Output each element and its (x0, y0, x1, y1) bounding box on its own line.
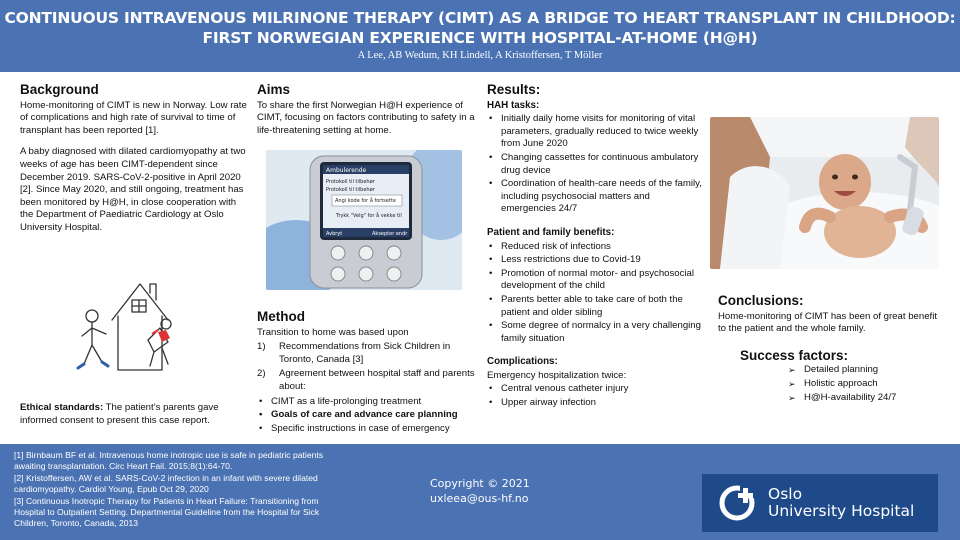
conclusions-heading: Conclusions: (718, 293, 804, 308)
method-item-2: 2) Agreement between hospital staff and parents about: (257, 368, 477, 393)
benefit-item: • Promotion of normal motor- and psychosocial development of the child (487, 268, 705, 293)
method-numbered-list (257, 341, 477, 393)
background-paragraph-1: Home-monitoring of CIMT is new in Norway. Low rate of complications and high rate of survival to time of transplant has been reported [1]. (20, 99, 247, 136)
device-menu-3: Angi kode for å fortsette (335, 198, 396, 204)
conclusions-section (718, 295, 944, 405)
method-heading: Method (257, 309, 305, 324)
reference-item: [2] Kristoffersen, AW et al. SARS-CoV-2 infection in an infant with severe dilated cardiomyopathy. Cardiol Young, Epub Oct 29, 2020 (14, 472, 318, 495)
header-banner (0, 0, 960, 72)
success-factor-item: ➢ Holistic approach (788, 378, 944, 391)
background-paragraph-2: A baby diagnosed with dilated cardiomyopathy at two weeks of age has been CIMT-dependent since December 2019. SARS-CoV-2-positive in April 2020 [2]. Since May 2020, and still ongoing, treatment has been monitored by H@H, in close cooperation with the Department of Paediatric Cardiology at Oslo University Hospital. (20, 146, 246, 233)
complications-list (487, 383, 705, 409)
success-factor-item: ➢ Detailed planning (788, 364, 944, 377)
results-heading: Results: (487, 82, 541, 97)
poster-title (0, 0, 960, 48)
logo-line-2: University Hospital (768, 502, 915, 520)
hospital-cross-icon (716, 482, 758, 524)
reference-item: [3] Continuous Inotropic Therapy for Patients in Heart Failure: Transitioning from Hospital to Outpatient Setting. Departmental Guideline from the Hospital for Sick Children, Toronto, Canada, 2013 (14, 495, 320, 529)
ethics-label: Ethical standards: (20, 402, 104, 413)
logo-text (768, 486, 914, 520)
hah-task-item: • Initially daily home visits for monitoring of vital parameters, gradually reduced to twice weekly from June 2020 (487, 113, 705, 151)
logo-line-1: Oslo (768, 485, 803, 503)
device-menu-2: Protokoll til tilbehør (326, 187, 375, 193)
benefits-heading: Patient and family benefits: (487, 226, 615, 238)
reference-item: [1] Birnbaum BF et al. Intravenous home inotropic use is safe in pediatric patients awaiting transplantation. Circ Heart Fail. 2015;8(1):64-70. (14, 450, 324, 472)
family-house-illustration (62, 270, 192, 386)
method-intro: Transition to home was based upon (257, 326, 409, 338)
device-menu-4: Trykk "Velg" for å vekke til (336, 213, 402, 219)
complications-heading: Complications: (487, 356, 558, 368)
complications-intro: Emergency hospitalization twice: (487, 369, 627, 381)
device-menu-1: Protokoll til tilbehør (326, 179, 375, 185)
method-bullet: • CIMT as a life-prolonging treatment (257, 396, 477, 409)
success-factors-list (788, 364, 944, 404)
aims-heading: Aims (257, 82, 291, 97)
success-factors-heading: Success factors: (740, 347, 849, 363)
oslo-university-hospital-logo (702, 474, 938, 532)
aims-text: To share the first Norwegian H@H experience of CIMT, focusing on factors contributing to safety in a life-threatening setting at home. (257, 99, 475, 136)
baby-photo (710, 117, 939, 269)
method-section (257, 311, 477, 436)
method-bullet: • Specific instructions in case of emergency (257, 423, 477, 436)
benefit-item: • Less restrictions due to Covid-19 (487, 254, 705, 267)
complication-item: • Upper airway infection (487, 397, 705, 410)
title-line-2: FIRST NORWEGIAN EXPERIENCE WITH HOSPITAL-AT-HOME (H@H) (202, 29, 758, 47)
footer-banner (0, 444, 960, 540)
authors: A Lee, AB Wedum, KH Lindell, A Kristoffersen, T Möller (357, 50, 603, 61)
device-accept-label: Aksepter endr (372, 231, 408, 237)
benefit-item: • Some degree of normalcy in a very challenging family situation (487, 320, 705, 345)
device-menu-title: Ambulerende (326, 167, 367, 174)
benefits-list (487, 241, 705, 346)
contact-block (430, 476, 530, 506)
method-bullet-list (257, 396, 477, 436)
benefit-item: • Reduced risk of infections (487, 241, 705, 254)
background-heading: Background (20, 82, 99, 97)
results-section (487, 84, 705, 411)
method-bullet: • Goals of care and advance care planning (257, 409, 477, 422)
contact-email[interactable]: uxleea@ous-hf.no (430, 492, 529, 505)
references (14, 450, 344, 530)
success-factor-item: ➢ H@H-availability 24/7 (788, 392, 944, 405)
conclusions-text: Home-monitoring of CIMT has been of great benefit to the patient and the whole family. (718, 310, 937, 335)
background-section (20, 84, 248, 244)
hah-task-item: • Changing cassettes for continuous ambulatory drug device (487, 152, 705, 177)
copyright-text: Copyright © 2021 (430, 477, 530, 490)
hah-tasks-heading: HAH tasks: (487, 99, 540, 111)
device-cancel-label: Avbryt (326, 231, 343, 237)
hah-task-item: • Coordination of health-care needs of the family, including psychosocial matters and emergencies 24/7 (487, 178, 705, 216)
aims-section (257, 84, 477, 146)
complication-item: • Central venous catheter injury (487, 383, 705, 396)
infusion-pump-photo (266, 150, 462, 290)
title-line-1: CONTINUOUS INTRAVENOUS MILRINONE THERAPY (CIMT) AS A BRIDGE TO HEART TRANSPLANT IN CHILDHOOD: (4, 9, 956, 27)
ethics-text: The patient’s parents gave informed consent to present this case report. (20, 402, 219, 426)
ethics-section (20, 402, 248, 436)
method-item-1: 1) Recommendations from Sick Children in Toronto, Canada [3] (257, 341, 477, 366)
hah-tasks-list (487, 113, 705, 216)
benefit-item: • Parents better able to take care of both the patient and older sibling (487, 294, 705, 319)
